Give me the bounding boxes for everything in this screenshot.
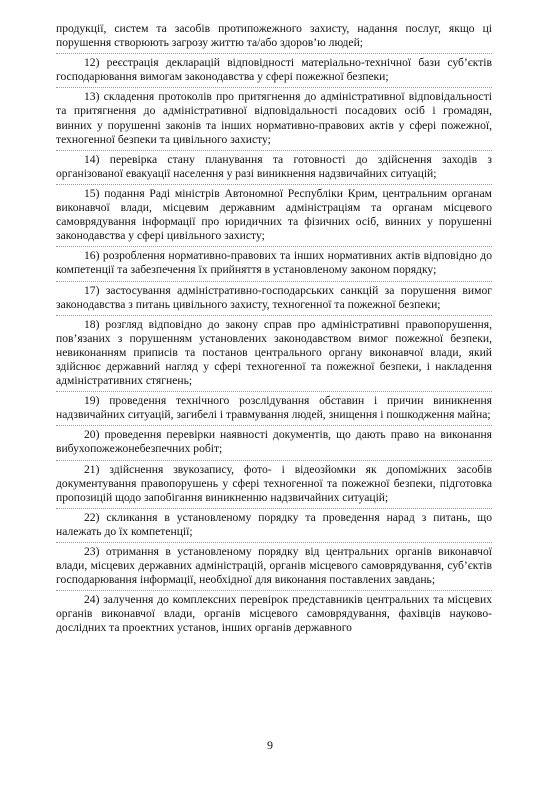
paragraph-item-22: 22) скликання в установленому порядку та проведення нарад з питань, що належать до їх компетенції; [56,509,492,543]
page-number: 9 [267,738,273,752]
paragraph-item-21: 21) здійснення звукозапису, фото- і відеозйомки як допоміжних засобів документування правопорушень у сфері техногенної та пожежної безпеки, підготовка пропозицій щодо запобігання виникненню надзвичайних ситуацій; [56,461,492,509]
paragraph-item-17: 17) застосування адміністративно-господарських санкцій за порушення вимог законодавства з питань цивільного захисту, техногенної та пожежної безпеки; [56,282,492,316]
paragraph-item-15: 15) подання Раді міністрів Автономної Республіки Крим, центральним органам виконавчої влади, місцевим державним адміністраціям та органам місцевого самоврядування інформації про юридичних та фізичних осіб, винних у порушенні законодавства у сфері цивільного захисту; [56,185,492,247]
paragraph-item-20: 20) проведення перевірки наявності документів, що дають право на виконання вибухопожежонебезпечних робіт; [56,426,492,460]
paragraph-item-12: 12) реєстрація декларацій відповідності матеріально-технічної бази суб’єктів господарювання вимогам законодавства у сфері пожежної безпеки; [56,54,492,88]
paragraph-item-24: 24) залучення до комплексних перевірок представників центральних та місцевих органів виконавчої влади, органів місцевого самоврядування, фахівців науково-дослідних та проектних установ, інших органів державного [56,593,492,635]
document-body [56,22,492,639]
paragraph-item-18: 18) розгляд відповідно до закону справ про адміністративні правопорушення, пов’язаних з порушенням установлених законодавством вимог пожежної безпеки, невиконанням приписів та постанов центрального органу виконавчої влади, який здійснює державний нагляд у сфері техногенної та пожежної безпеки, і накладення адміністративних стягнень; [56,316,492,392]
paragraph-item-16: 16) розроблення нормативно-правових та інших нормативних актів відповідно до компетенції та забезпечення їх прийняття в установленому законом порядку; [56,247,492,281]
paragraph-item-14: 14) перевірка стану планування та готовності до здійснення заходів з організованої евакуації населення у разі виникнення надзвичайних ситуацій; [56,151,492,185]
paragraph-item-23: 23) отримання в установленому порядку від центральних органів виконавчої влади, місцевих державних адміністрацій, органів місцевого самоврядування, суб’єктів господарювання інформації, необхідної для виконання поставлених завдань; [56,543,492,591]
paragraph-continuation: продукції, систем та засобів протипожежного захисту, надання послуг, якщо ці порушення створюють загрозу життю та/або здоров’ю людей; [56,22,492,54]
paragraph-item-19: 19) проведення технічного розслідування обставин і причин виникнення надзвичайних ситуацій, загибелі і травмування людей, знищення і пошкодження майна; [56,392,492,426]
paragraph-item-13: 13) складення протоколів про притягнення до адміністративної відповідальності та притягнення до адміністративної відповідальності посадових осіб і громадян, винних у порушенні законів та інших нормативно-правових актів у сфері пожежної, техногенної безпеки та цивільного захисту; [56,88,492,150]
